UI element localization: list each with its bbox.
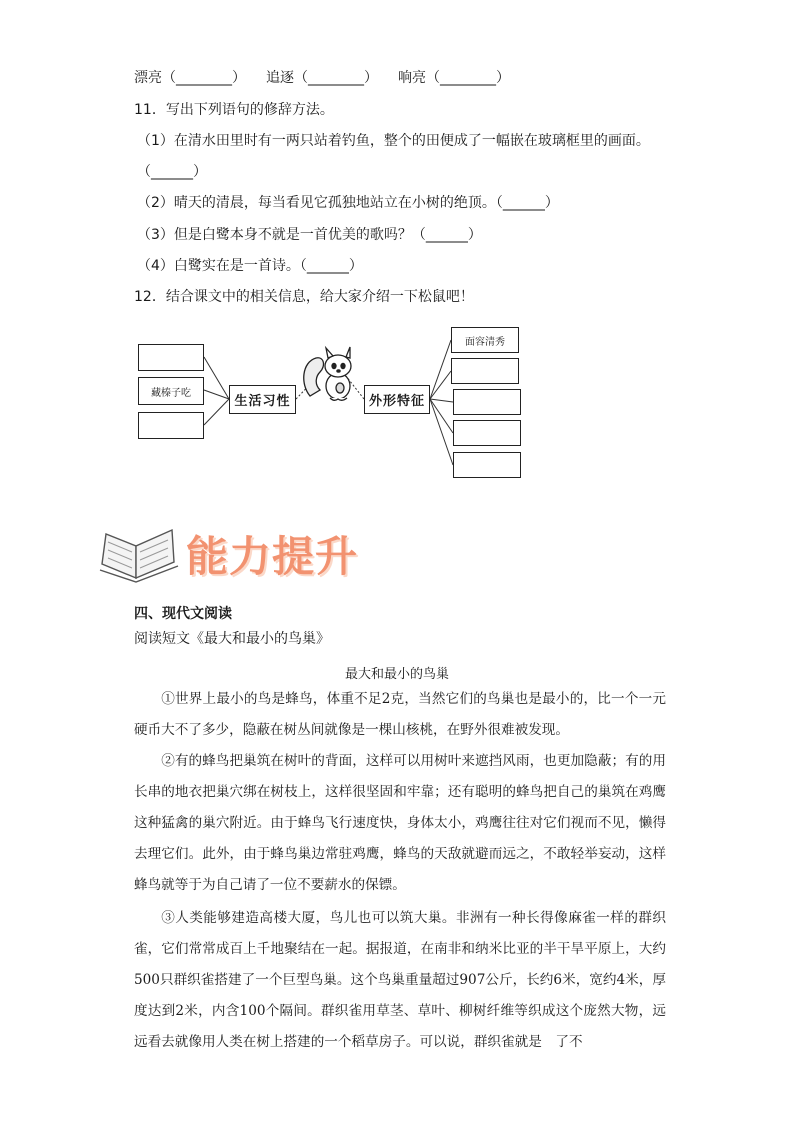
article-paragraph-3: ③人类能够建造高楼大厦，鸟儿也可以筑大巢。非洲有一种长得像麻雀一样的群织雀，它们常常成百上千地聚结在一起。据报道，在南非和纳米比亚的半干旱平原上，大约500只群织雀搭建了一个巨型鸟巢。这个鸟巢重量超过907公斤，长约6米，宽约4米，厚度达到2米，内含100个隔间。群织雀用草茎、草叶、柳树纤维等织成这个庞然大物，远远看去就像用人类在树上搭建的一个稻草房子。可以说，群织雀就是 了不: [134, 910, 666, 1050]
question-11-item-4: （4）白鹭实在是一首诗。（______）: [137, 258, 363, 274]
squirrel-icon: [300, 344, 364, 406]
right-box-2: [451, 358, 519, 384]
right-box-5: [453, 452, 521, 478]
open-book-icon: [96, 520, 184, 584]
left-box-1: [138, 344, 204, 371]
article-title: 最大和最小的鸟巢: [344, 667, 449, 682]
question-11-title: 11．写出下列语句的修辞方法。: [134, 102, 334, 118]
question-12-title: 12．结合课文中的相关信息，给大家介绍一下松鼠吧！: [134, 289, 474, 305]
word-blank-1: 漂亮（________）: [134, 70, 246, 86]
question-11-item-1-blank: （______）: [137, 164, 207, 180]
ability-banner-title: 能力提升: [186, 532, 359, 581]
word-blank-2: 追逐（________）: [266, 70, 378, 86]
article-paragraph-1: ①世界上最小的鸟是蜂鸟，体重不足2克，当然它们的鸟巢也是最小的，比一个一元硬币大不了多少，隐蔽在树丛间就像是一棵山核桃，在野外很难被发现。: [134, 691, 666, 738]
right-box-1: 面容清秀: [451, 327, 519, 353]
article-paragraph-2: ②有的蜂鸟把巢筑在树叶的背面，这样可以用树叶来遮挡风雨，也更加隐蔽；有的用长串的地衣把巢穴绑在树枝上，这样很坚固和牢靠；还有聪明的蜂鸟把自己的巢筑在鸡鹰这种猛禽的巢穴附近。由于蜂鸟飞行速度快，身体太小，鸡鹰往往对它们视而不见，懒得去理它们。此外，由于蜂鸟巢边常驻鸡鹰，蜂鸟的天敌就避而远之，不敢轻举妄动，这样蜂鸟就等于为自己请了一位不要薪水的保镖。: [134, 753, 666, 893]
section-4-heading: 四、现代文阅读: [134, 606, 232, 622]
question-11-item-1: （1）在清水田里时有一两只站着钓鱼，整个的田便成了一幅嵌在玻璃框里的画面。: [137, 133, 650, 149]
habits-box: 生活习性: [229, 385, 296, 414]
appearance-box: 外形特征: [364, 385, 430, 414]
right-box-4: [453, 420, 521, 446]
question-11-item-3: （3）但是白鹭本身不就是一首优美的歌吗？（______）: [137, 227, 482, 243]
left-box-3: [138, 412, 204, 439]
word-blank-3: 响亮（________）: [398, 70, 510, 86]
right-box-3: [453, 389, 521, 415]
question-11-item-2: （2）晴天的清晨，每当看见它孤独地站立在小树的绝顶。（______）: [137, 195, 559, 211]
section-4-intro: 阅读短文《最大和最小的鸟巢》: [134, 631, 330, 647]
left-box-2: 藏榛子吃: [138, 377, 204, 405]
